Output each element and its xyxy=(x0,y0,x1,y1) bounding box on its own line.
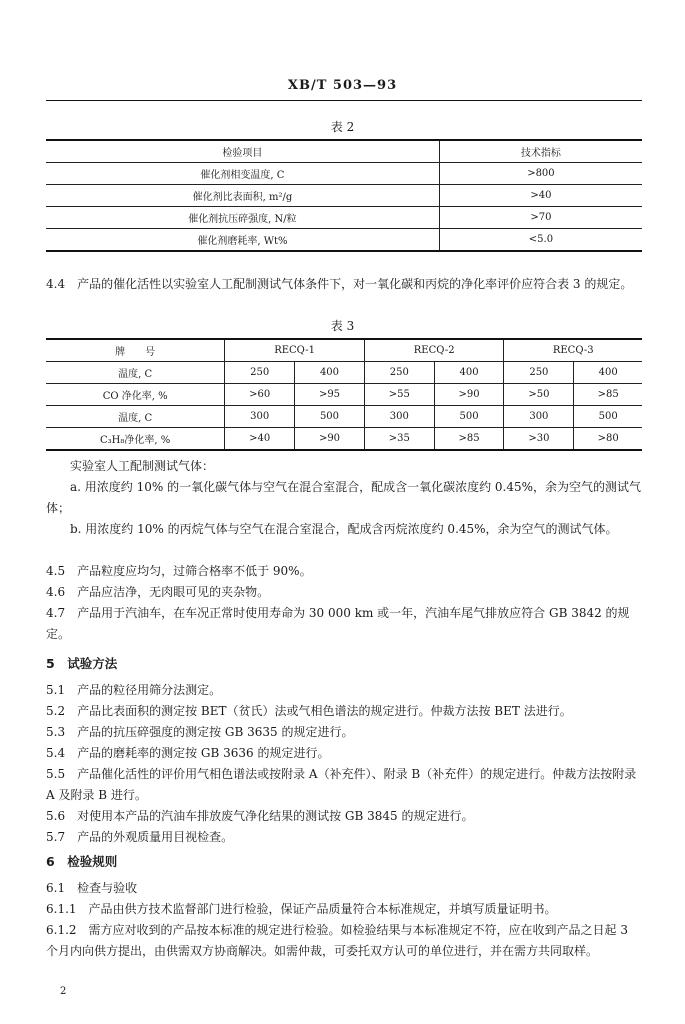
paragraph-4-4: 4.4 产品的催化活性以实验室人工配制测试气体条件下，对一氧化碳和丙烷的净化率评价应符合表 3 的规定。 xyxy=(46,277,633,291)
s5-1: 5.1 产品的粒径用筛分法测定。 xyxy=(46,683,222,697)
cell: >30 xyxy=(504,428,574,451)
gas-b: b. 用浓度约 10% 的丙烷气体与空气在混合室混合，配成含丙烷浓度约 0.45%，余为空气的测试气体。 xyxy=(70,522,618,536)
table-row xyxy=(46,362,642,384)
table-row xyxy=(46,229,642,252)
table-row xyxy=(46,406,642,428)
cell: >55 xyxy=(364,384,434,406)
cell: 500 xyxy=(574,406,642,428)
table2-col-spec: 技术指标 xyxy=(439,140,642,163)
row-label: CO 净化率, % xyxy=(46,384,225,406)
s5-2: 5.2 产品比表面积的测定按 BET（贫氏）法或气相色谱法的规定进行。仲裁方法按 BET 法进行。 xyxy=(46,704,572,718)
cell: 500 xyxy=(434,406,504,428)
table2-value: <5.0 xyxy=(439,229,642,252)
cell: >90 xyxy=(295,428,365,451)
cell: 300 xyxy=(225,406,295,428)
table-row xyxy=(46,428,642,451)
cell: >50 xyxy=(504,384,574,406)
section-5-heading: 5 试验方法 xyxy=(46,656,118,671)
cell: >90 xyxy=(434,384,504,406)
table-row xyxy=(46,185,642,207)
brand-label: 牌 号 xyxy=(46,339,225,362)
cell: 300 xyxy=(504,406,574,428)
s5-5: 5.5 产品催化活性的评价用气相色谱法或按附录 A（补充件）、附录 B（补充件）的规定进行。仲裁方法按附录 A 及附录 B 进行。 xyxy=(46,767,637,802)
table2-value: >40 xyxy=(439,185,642,207)
row-label: 温度, C xyxy=(46,362,225,384)
table-3 xyxy=(46,338,642,451)
gas-title: 实验室人工配制测试气体： xyxy=(70,459,215,473)
section-6-heading: 6 检验规则 xyxy=(46,854,118,869)
s5-7: 5.7 产品的外观质量用目视检查。 xyxy=(46,830,234,844)
table2-item: 催化剂相变温度, C xyxy=(46,163,439,185)
table2-caption: 表 2 xyxy=(330,120,355,134)
document-header: XB/T 503—93 xyxy=(287,78,398,93)
cell: 400 xyxy=(295,362,365,384)
cell: 250 xyxy=(225,362,295,384)
cell: >95 xyxy=(295,384,365,406)
paragraph-4-6: 4.6 产品应洁净，无肉眼可见的夹杂物。 xyxy=(46,585,270,599)
table-2 xyxy=(46,139,642,252)
cell: >60 xyxy=(225,384,295,406)
gas-a: a. 用浓度约 10% 的一氧化碳气体与空气在混合室混合，配成含一氧化碳浓度约 0.45%，余为空气的测试气体； xyxy=(46,480,642,515)
brand-recq-2: RECQ-2 xyxy=(364,339,504,362)
cell: 300 xyxy=(364,406,434,428)
table2-value: >800 xyxy=(439,163,642,185)
cell: 400 xyxy=(434,362,504,384)
cell: >85 xyxy=(574,384,642,406)
s6-1-1: 6.1.1 产品由供方技术监督部门进行检验，保证产品质量符合本标准规定，并填写质量证明书。 xyxy=(46,902,557,916)
cell: >40 xyxy=(225,428,295,451)
cell: >85 xyxy=(434,428,504,451)
cell: >80 xyxy=(574,428,642,451)
table2-item: 催化剂抗压碎强度, N/粒 xyxy=(46,207,439,229)
table-row xyxy=(46,163,642,185)
row-label: 温度, C xyxy=(46,406,225,428)
cell: 250 xyxy=(364,362,434,384)
table2-value: >70 xyxy=(439,207,642,229)
cell: >35 xyxy=(364,428,434,451)
table-row xyxy=(46,207,642,229)
s5-3: 5.3 产品的抗压碎强度的测定按 GB 3635 的规定进行。 xyxy=(46,725,354,739)
table-row xyxy=(46,384,642,406)
table2-item: 催化剂比表面积, m²/g xyxy=(46,185,439,207)
brand-recq-1: RECQ-1 xyxy=(225,339,365,362)
cell: 400 xyxy=(574,362,642,384)
row-label: C₃H₈净化率, % xyxy=(46,428,225,451)
s6-1: 6.1 检查与验收 xyxy=(46,881,138,895)
s5-4: 5.4 产品的磨耗率的测定按 GB 3636 的规定进行。 xyxy=(46,746,330,760)
page-number: 2 xyxy=(60,986,67,997)
table2-item: 催化剂磨耗率, Wt% xyxy=(46,229,439,252)
table3-caption: 表 3 xyxy=(330,319,355,333)
table2-col-item: 检验项目 xyxy=(46,140,439,163)
s6-1-2: 6.1.2 需方应对收到的产品按本标准的规定进行检验。如检验结果与本标准规定不符，应在收到产品之日起 3 个月内向供方提出，由供需双方协商解决。如需仲裁，可委托双方认可的单位进行，并在需方共同取样。 xyxy=(46,923,628,958)
paragraph-4-7: 4.7 产品用于汽油车，在车况正常时使用寿命为 30 000 km 或一年，汽油车尾气排放应符合 GB 3842 的规定。 xyxy=(46,606,630,641)
table-header-row xyxy=(46,339,642,362)
cell: 250 xyxy=(504,362,574,384)
brand-recq-3: RECQ-3 xyxy=(504,339,642,362)
header-rule xyxy=(46,100,642,101)
s5-6: 5.6 对使用本产品的汽油车排放废气净化结果的测试按 GB 3845 的规定进行。 xyxy=(46,809,474,823)
cell: 500 xyxy=(295,406,365,428)
table-header-row xyxy=(46,140,642,163)
paragraph-4-5: 4.5 产品粒度应均匀，过筛合格率不低于 90%。 xyxy=(46,564,312,578)
